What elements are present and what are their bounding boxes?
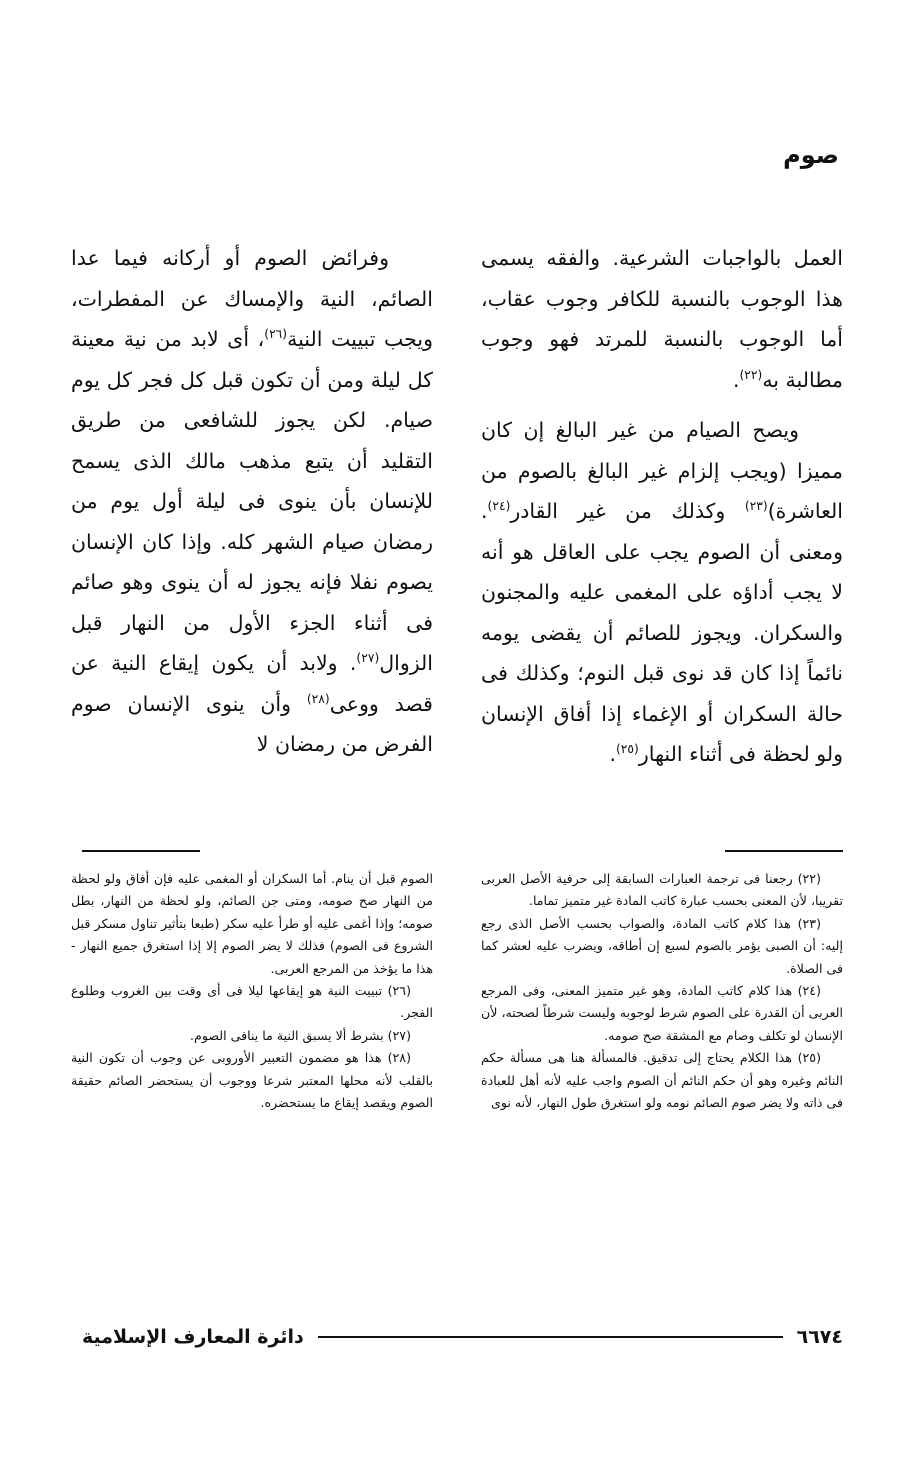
footnote: (٢٨) هذا هو مضمون التعبير الأوروبى عن وجوب أن تكون النية بالقلب لأنه محلها المعتبر شرعا ووجوب أن يستحضر الصائم حقيقة الصوم ويقصد إيقاع ما يستحضره. [71,1050,433,1111]
footnote-ref[interactable]: (٢٨) [306,691,330,706]
paragraph: العمل بالواجبات الشرعية. والفقه يسمى هذا الوجوب بالنسبة للكافر وجوب عقاب، أما الوجوب بالنسبة للمرتد فهو وجوب مطالبة به$^{(٢٢)}$. [481,246,843,392]
footnote-ref[interactable]: (٢٣) [744,499,768,514]
publication-title: دائرة المعارف الإسلامية [82,1326,304,1348]
footnote: (٢٢) رجعنا فى ترجمة العبارات السابقة إلى حرفية الأصل العربى تقريبا، لأن المعنى بحسب عبارة كاتب المادة غير متميز تماما. [481,871,843,909]
footnote-ref[interactable]: (٢٢) [739,367,763,382]
footnotes-left [71,868,433,1114]
paragraph: ويصح الصيام من غير البالغ إن كان مميزا (ويجب إلزام غير البالغ بالصوم من العاشرة)$^{(٢٣)}$ وكذلك من غير القادر$^{(٢٤)}$. ومعنى أن الصوم يجب على العاقل هو أنه لا يجب أداؤه على المغمى عليه والمجنون والسكران. ويجوز للصائم أن يقضى يومه نائماً إذا كان قد نوى قبل النوم؛ وكذلك فى حالة السكران أو الإغماء إذا أفاق الإنسان ولو لحظة فى أثناء النهار$^{(٢٥)}$. [481,418,843,766]
footnote-ref[interactable]: (٢٤) [487,499,511,514]
footnote-divider [82,850,200,852]
footnote-ref[interactable]: (٢٥) [615,742,639,757]
footer-rule [318,1336,783,1338]
page-footer [82,1322,843,1352]
footnote: (٢٧) بشرط ألا يسبق النية ما ينافى الصوم. [190,1027,411,1043]
footnote-ref[interactable]: (٢٦) [264,327,288,342]
footnote: (٢٣) هذا كلام كاتب المادة، والصواب بحسب الأصل الذى رجع إليه: أن الصبى يؤمر بالصوم لسبع إن أطاقه، ويضرب عليه لعشر كما فى الصلاة. [481,915,843,976]
body-column-left [71,238,433,765]
paragraph: وفرائض الصوم أو أركانه فيما عدا الصائم، النية والإمساك عن المفطرات، ويجب تبييت النية$^{(٢٦)}$، أى لابد من نية معينة كل ليلة ومن أن تكون قبل كل فجر كل يوم صيام. لكن يجوز للشافعى من طريق التقليد أن يتبع مذهب مالك الذى يسمح للإنسان بأن ينوى فى ليلة أول يوم من رمضان صيام الشهر كله. وإذا كان الإنسان يصوم نفلا فإنه يجوز له أن ينوى وهو صائم فى أثناء الجزء الأول من النهار قبل الزوال$^{(٢٧)}$. ولابد أن يكون إيقاع النية عن قصد ووعى$^{(٢٨)}$ وأن ينوى الإنسان صوم الفرض من رمضان لا [71,246,433,756]
footnotes-right [481,868,843,1114]
footnote-divider [725,850,843,852]
footnote-continuation: الصوم قبل أن ينام. أما السكران أو المغمى عليه فإن أفاق ولو لحظة من النهار صح صومه، ومتى جن الصائم، ولو لحظة من النهار، بطل صومه؛ وإذا أغمى عليه أو طرأ عليه سكر (طبعا بتأثير تناول مسكر قبل الشروع فى الصوم) فذلك لا يضر الصوم إلا إذا استغرق جميع النهار - هذا ما يؤخذ من المرجع العربى. [71,871,433,976]
page-number: ٦٦٧٤ [796,1326,843,1348]
footnote-ref[interactable]: (٢٧) [356,651,380,666]
footnote: (٢٤) هذا كلام كاتب المادة، وهو غير متميز المعنى، وفى المرجع العربى أن القدرة على الصوم شرط لوجوبه وليست شرطاً لصحته، لأن الإنسان لو تكلف وصام مع المشقة صح صومه. [481,983,843,1043]
body-column-right [481,238,843,775]
page-title: صوم [783,141,839,169]
footnote: (٢٦) تبييت النية هو إيقاعها ليلا فى أى وقت بين الغروب وطلوع الفجر. [71,983,433,1021]
footnote: (٢٥) هذا الكلام يحتاج إلى تدقيق. فالمسألة هنا هى مسألة حكم النائم وغيره وهو أن حكم النائم أن الصوم واجب عليه لأنه أهل للعبادة فى ذاته ولا يضر صوم الصائم نومه ولو استغرق طول النهار، لأنه نوى [481,1050,843,1111]
